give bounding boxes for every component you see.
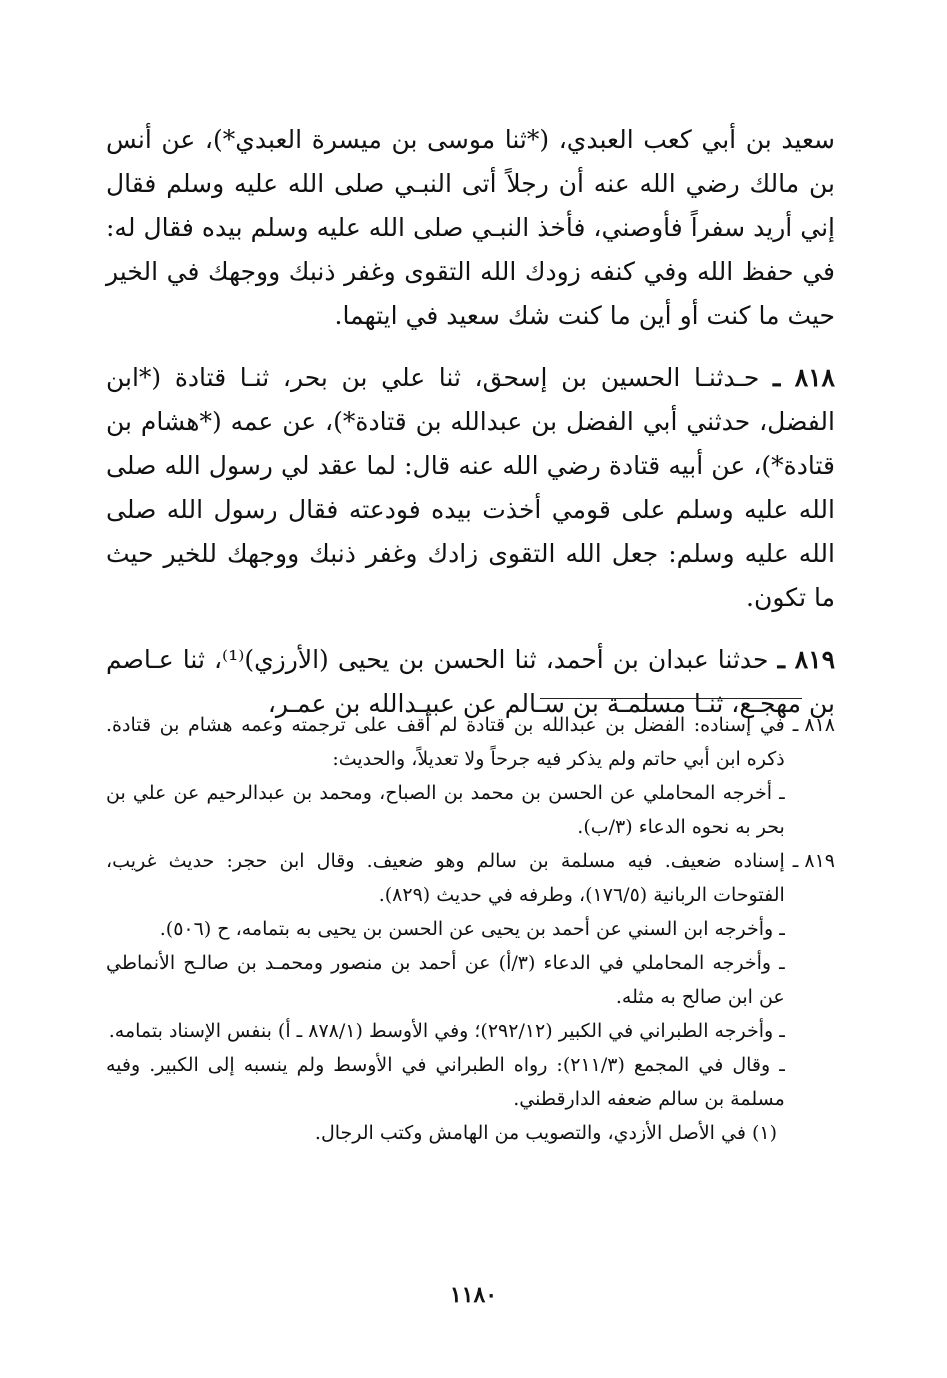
note-819 — [106, 844, 835, 1116]
hadith-819-text: حدثنا عبدان بن أحمد، ثنا الحسن بن يحيى (الأرزي)⁽¹⁾، ثنا عـاصم بن مهجـع، ثنـا مسلمـة بن سـالم عن عبيـدالله بن عمـر، — [106, 645, 835, 718]
note-819-line: ـ وأخرجه ابن السني عن أحمد بن يحيى عن الحسن بن يحيى به بتمامه، ح (٥٠٦). — [159, 918, 785, 940]
note-819-body — [106, 844, 785, 1116]
paragraph-continued: سعيد بن أبي كعب العبدي، (*ثنا موسى بن ميسرة العبدي*)، عن أنس بن مالك رضي الله عنه أن رجلاً أتى النبـي صلى الله عليه وسلم فقال إني أريد سفراً فأوصني، فأخذ النبـي صلى الله عليه وسلم بيده فقال له: في حفظ الله وفي كنفه زودك الله التقوى وغفر ذنبك ووجهك في الخير حيث ما كنت أو أين ما كنت شك سعيد في ايتهما. — [106, 125, 835, 330]
hadith-number-819: ٨١٩ ـ — [777, 645, 836, 674]
note-818-line: ـ أخرجه المحاملي عن الحسن بن محمد بن الصباح، ومحمد بن عبدالرحيم عن علي بن بحر به نحوه الدعاء (٣/ب). — [106, 782, 785, 838]
main-text — [106, 118, 835, 726]
footnote-1: (١) في الأصل الأزدي، والتصويب من الهامش وكتب الرجال. — [314, 1122, 777, 1144]
note-819-line: إسناده ضعيف. فيه مسلمة بن سالم وهو ضعيف. وقال ابن حجر: حديث غريب، الفتوحات الربانية (١٧٦/٥)، وطرفه في حديث (٨٢٩). — [106, 850, 785, 906]
hadith-818 — [106, 356, 835, 620]
page-number: ١١٨٠ — [449, 1282, 498, 1308]
note-819-line: ـ وأخرجه المحاملي في الدعاء (٣/أ) عن أحمد بن منصور ومحمـد بن صالـح الأنماطي عن ابن صالح به مثله. — [106, 952, 785, 1008]
hadith-818-text: حـدثنـا الحسين بن إسحق، ثنا علي بن بحر، ثنـا قتادة (*ابن الفضل، حدثني أبي الفضل بن عبدالله بن قتادة*)، عن عمه (*هشام بن قتادة*)، عن أبيه قتادة رضي الله عنه قال: لما عقد لي رسول الله صلى الله عليه وسلم على قومي أخذت بيده فودعته فقال رسول الله صلى الله عليه وسلم: جعل الله التقوى زادك وغفر ذنبك ووجهك للخير حيث ما تكون. — [106, 363, 836, 612]
note-number-818: ٨١٨ ـ — [792, 714, 835, 736]
note-818-body — [106, 708, 785, 844]
note-819-line: ـ وقال في المجمع (٢١١/٣): رواه الطبراني في الأوسط ولم ينسبه إلى الكبير. وفيه مسلمة بن سالم ضعفه الدارقطني. — [106, 1054, 785, 1110]
note-number-819: ٨١٩ ـ — [792, 850, 835, 872]
note-818-line: في إسناده: الفضل بن عبدالله بن قتادة لم أقف على ترجمته وعمه هشام بن قتادة. ذكره ابن أبي حاتم ولم يذكر فيه جرحاً ولا تعديلاً، والحديث: — [106, 714, 785, 770]
note-819-line: ـ وأخرجه الطبراني في الكبير (٢٩٢/١٢)؛ وفي الأوسط (٨٧٨/١ ـ أ) بنفس الإسناد بتمامه. — [108, 1020, 785, 1042]
footnote-divider — [540, 698, 802, 699]
note-818 — [106, 708, 835, 844]
footnotes — [106, 708, 835, 1150]
hadith-number-818: ٨١٨ ـ — [772, 363, 835, 392]
